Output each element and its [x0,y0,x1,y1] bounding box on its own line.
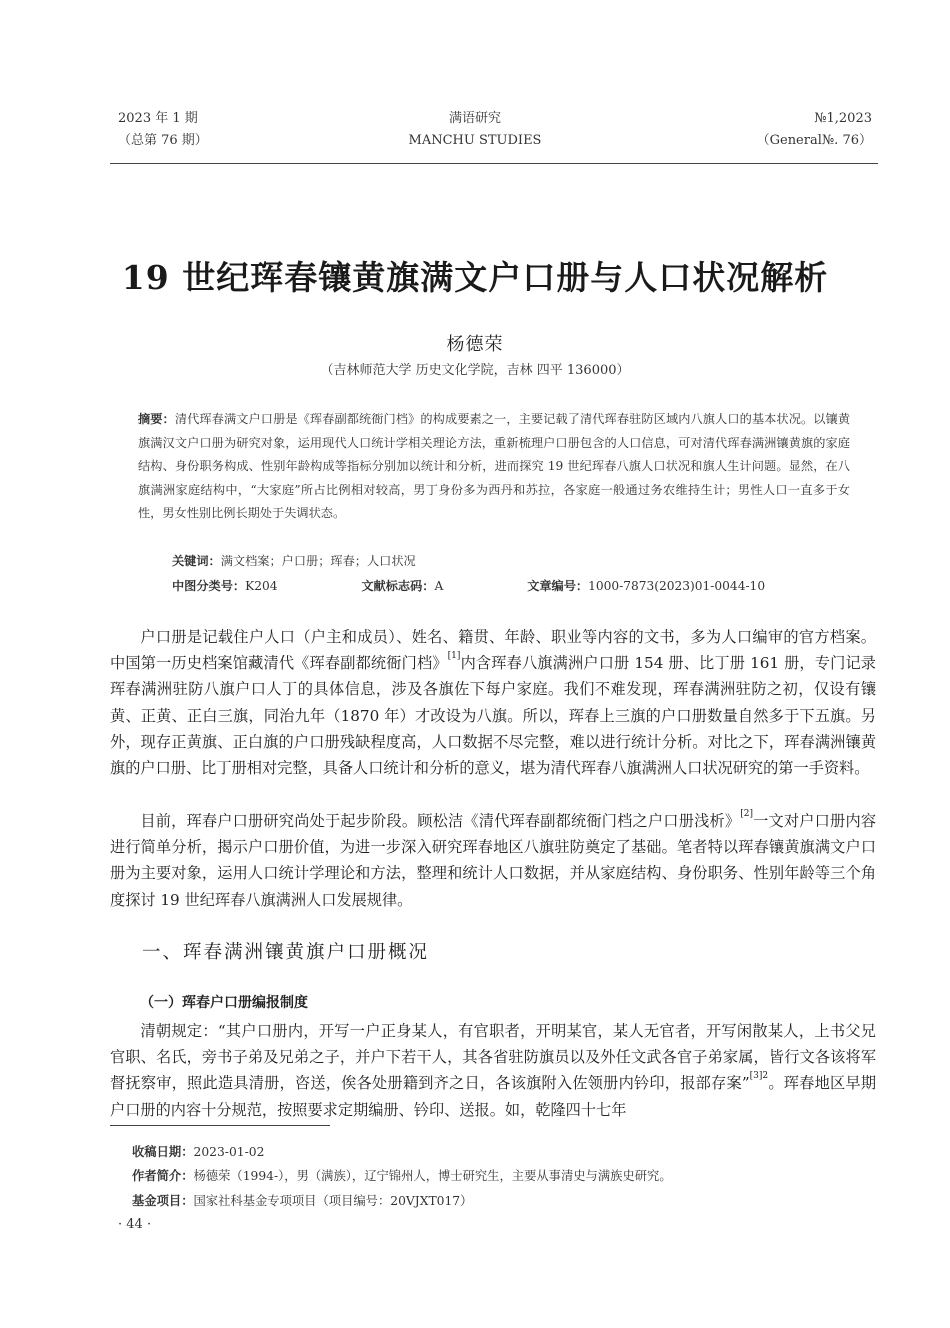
header-rule [110,163,878,164]
abstract [138,408,850,526]
subsection-heading-1: （一）珲春户口册编报制度 [140,995,308,1011]
article-number [527,579,805,593]
classification-line [172,577,845,594]
header-number-general: （General№. 76） [756,133,872,148]
clc-code [172,579,318,593]
citation-ref-3: [3]2 [749,1071,769,1082]
header-journal-cn: 满语研究 [448,111,501,126]
page-number: · 44 · [118,1217,152,1232]
article-author: 杨德荣 [446,334,504,355]
author-bio-value: 杨德荣（1994-），男（满族），辽宁锦州人，博士研究生，主要从事清史与满族史研究。 [193,1169,672,1183]
received-label: 收稿日期： [132,1144,194,1159]
received-value: 2023-01-02 [193,1145,265,1159]
citation-ref-1: [1] [447,651,461,662]
fund-value: 国家社科基金专项项目（项目编号：20VJXT017） [193,1194,473,1208]
keywords [172,552,416,569]
p1-text-a: 户口册是记载住户人口（户主和成员）、姓名、籍贯、年龄、职业等内容的文书，多为人口编审的官方档案。中国第一历史档案馆藏清代《珲春副都统衙门档》 [110,628,876,673]
author-affiliation: （吉林师范大学 历史文化学院，吉林 四平 136000） [320,363,630,378]
p2-text-a: 目前，珲春户口册研究尚处于起步阶段。顾松洁《清代珲春副都统衙门档之户口册浅析》 [140,812,741,830]
article-title: 19 世纪珲春镶黄旗满文户口册与人口状况解析 [121,258,829,297]
body-paragraph-3 [110,1018,876,1123]
body-paragraph-1 [110,624,876,781]
keywords-text: 满文档案；户口册；珲春；人口状况 [220,554,416,568]
header-number [757,108,872,152]
header-issue-year: 2023 年 1 期 [118,111,198,126]
article-number-value: 1000-7873(2023)01-0044-10 [588,579,766,593]
author-bio-label: 作者简介： [132,1168,194,1183]
body-paragraph-2 [110,808,876,913]
clc-label: 中图分类号： [172,579,246,593]
article-number-label: 文章编号： [527,579,589,593]
footnote-rule [110,1125,330,1126]
footnote-fund [132,1191,472,1209]
header-journal-en: MANCHU STUDIES [408,133,542,148]
p3-text-a: 清朝规定：“其户口册内，开写一户正身某人，有官职者，开明某官，某人无官者，开写闲散某人，上书父兄官职、名氏，旁书子弟及兄弟之子，并户下若干人，其各省驻防旗员以及外任文武各官子弟家属，皆行文各该将军督抚察审，照此造具清册，咨送，俟各处册籍到齐之日，各该旗附入佐领册内钤印，报部存案” [110,1022,876,1093]
footnote-author [132,1166,672,1184]
header-number-year: №1,2023 [814,111,872,126]
abstract-label: 摘要： [138,412,175,426]
header-issue-total: （总第 76 期） [118,133,208,148]
clc-value: K204 [245,579,278,593]
doc-label: 文献标志码： [361,579,435,593]
p3-text-b: 。珲春地区早期户口册的内容十分规范，按照要求定期编册、钤印、送报。如，乾隆四十七年 [110,1074,877,1119]
citation-ref-2: [2] [740,809,753,819]
section-heading-1: 一、珲春满洲镶黄旗户口册概况 [142,942,430,963]
doc-code [361,579,483,593]
fund-label: 基金项目： [132,1193,194,1208]
footnote-received [132,1142,264,1160]
p1-text-b: 内含珲春八旗满洲户口册 154 册、比丁册 161 册，专门记录珲春满洲驻防八旗户口人丁的具体信息，涉及各旗佐下每户家庭。我们不难发现，珲春满洲驻防之初，仅设有镶黄、正黄、正白三旗，同治九年（1870 年）才改设为八旗。所以，珲春上三旗的户口册数量自然多于下五旗。另外，现存正黄旗、正白旗的户口册残缺程度高，人口数据不尽完整，难以进行统计分析。对比之下，珲春满洲镶黄旗的户口册、比丁册相对完整，具备人口统计和分析的意义，堪为清代珲春八旗满洲人口状况研究的第一手资料。 [110,654,876,778]
abstract-text: 清代珲春满文户口册是《珲春副都统衙门档》的构成要素之一，主要记载了清代珲春驻防区域内八旗人口的基本状况。以镶黄旗满汉文户口册为研究对象，运用现代人口统计学相关理论方法，重新梳理户口册包含的人口信息，可对清代珲春满洲镶黄旗的家庭结构、身份职务构成、性别年龄构成等指标分别加以统计和分析，进而探究 19 世纪珲春八旗人口状况和旗人生计问题。显然，在八旗满洲家庭结构中，“大家庭”所占比例相对较高，男丁身份多为西丹和苏拉，各家庭一般通过务农维持生计；男性人口一直多于女性，男女性别比例长期处于失调状态。 [138,412,851,520]
p2-text-b: 一文对户口册内容进行简单分析，揭示户口册价值，为进一步深入研究珲春地区八旗驻防奠定了基础。笔者特以珲春镶黄旗满文户口册为主要对象，运用人口统计学理论和方法，整理和统计人口数据，并从家庭结构、身份职务、性别年龄等三个角度探讨 19 世纪珲春八旗满洲人口发展规律。 [110,812,877,909]
doc-value: A [434,579,444,593]
keywords-label: 关键词： [172,554,221,568]
